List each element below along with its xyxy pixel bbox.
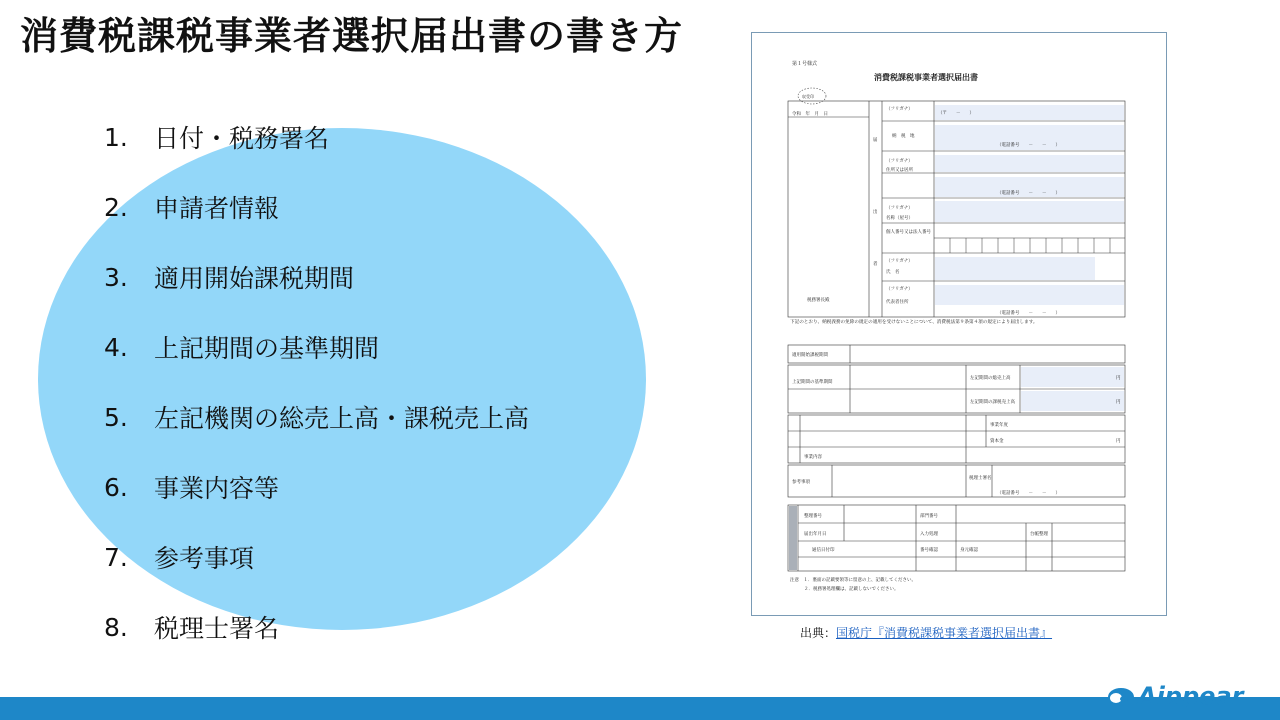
step-label: 申請者情報 — [154, 194, 280, 223]
representative-label: 代表者住所 — [886, 300, 909, 305]
number-boxes — [934, 238, 1125, 253]
office-field: 入力処理 — [920, 532, 938, 537]
base-period-label: 上記期間の基準期間 — [792, 380, 833, 385]
residence-label: 住所又は居所 — [886, 168, 913, 173]
form-note: ２．税務署処理欄は、記載しないでください。 — [804, 587, 899, 592]
postal-code: （〒 － ） — [938, 111, 974, 116]
business-year-label: 事業年度 — [990, 423, 1008, 428]
list-item — [104, 452, 529, 522]
address-label: 納 税 地 — [892, 134, 915, 139]
reference-label: 参考事項 — [792, 480, 810, 485]
person-name-label: 氏 名 — [886, 270, 900, 275]
capital-label: 資本金 — [990, 439, 1004, 444]
step-label: 左記機関の総売上高・課税売上高 — [154, 404, 530, 433]
furigana-label: （フリガナ） — [886, 206, 913, 211]
step-label: 税理士署名 — [154, 614, 280, 643]
base-taxable-label: 左記期間の課税売上高 — [970, 400, 1015, 405]
office-field: 台帳整理 — [1030, 532, 1048, 537]
brand-logo — [1104, 682, 1243, 710]
side-label: 届 — [873, 138, 878, 143]
cloud-logo-icon — [1104, 684, 1136, 708]
side-label: 者 — [873, 262, 878, 267]
step-number: 2. — [104, 192, 128, 222]
statement-box — [790, 319, 1120, 343]
list-item — [104, 102, 529, 172]
footer-bar — [0, 697, 1280, 720]
office-field: 通信日付印 — [812, 548, 835, 553]
office-block — [788, 505, 1125, 571]
office-field: 身元確認 — [960, 548, 978, 553]
step-number: 4. — [104, 332, 128, 362]
form-note: 注意 １．裏面の記載要領等に留意の上、記載してください。 — [790, 578, 916, 583]
furigana-label: （フリガナ） — [886, 159, 913, 164]
list-item — [104, 382, 529, 452]
logo-text: Aippear — [1138, 682, 1244, 710]
source-citation — [800, 624, 1052, 641]
period-label: 適用開始課税期間 — [792, 353, 828, 358]
step-number: 8. — [104, 612, 128, 642]
statement-text: 下記のとおり、納税義務の免除の規定の適用を受けないことについて、消費税法第９条第４項の規定により届出します。 — [790, 320, 1038, 325]
step-label: 日付・税務署名 — [154, 124, 330, 153]
yen-unit: 円 — [1116, 376, 1121, 381]
source-prefix: 出典： — [800, 626, 837, 640]
office-field: 届出年月日 — [804, 532, 827, 537]
office-side-bar — [789, 506, 797, 570]
form-number: 第１号様式 — [792, 61, 818, 67]
tax-form-svg — [752, 33, 1166, 615]
list-item — [104, 172, 529, 242]
office-field: 番号確認 — [920, 548, 938, 553]
name-label: 名称（屋号） — [886, 216, 913, 221]
base-total-label: 左記期間の総売上高 — [970, 376, 1011, 381]
side-label: 出 — [873, 210, 878, 215]
page-title: 消費税課税事業者選択届出書の書き方 — [20, 14, 684, 58]
form-image — [751, 32, 1167, 616]
steps-list — [104, 102, 529, 662]
stamp-label: 収受印 — [802, 94, 814, 99]
step-label: 参考事項 — [154, 544, 255, 573]
office-line: 税務署長殿 — [807, 298, 830, 303]
phone-label: （電話番号 － － ） — [997, 143, 1060, 148]
yen-unit: 円 — [1116, 400, 1121, 405]
furigana-label: （フリガナ） — [886, 107, 913, 112]
office-field: 整理番号 — [804, 514, 822, 519]
step-label: 適用開始課税期間 — [154, 264, 355, 293]
office-field: 部門番号 — [920, 514, 938, 519]
date-line: 令和 年 月 日 — [792, 112, 828, 117]
step-number: 3. — [104, 262, 128, 292]
step-number: 1. — [104, 122, 128, 152]
list-item — [104, 242, 529, 312]
input-shading — [935, 105, 1124, 305]
step-number: 5. — [104, 402, 128, 432]
yen-unit: 円 — [1116, 439, 1121, 444]
furigana-label: （フリガナ） — [886, 259, 913, 264]
business-block — [788, 415, 1125, 497]
list-item — [104, 522, 529, 592]
number-label: 個人番号又は法人番号 — [886, 230, 931, 235]
list-item — [104, 592, 529, 662]
furigana-label: （フリガナ） — [886, 287, 913, 292]
business-content-label: 事業内容 — [804, 455, 822, 460]
source-link[interactable]: 国税庁『消費税課税事業者選択届出書』 — [836, 626, 1053, 640]
step-label: 上記期間の基準期間 — [154, 334, 380, 363]
list-item — [104, 312, 529, 382]
phone-label: （電話番号 － － ） — [997, 191, 1060, 196]
tax-accountant-label: 税理士署名 — [969, 476, 992, 481]
phone-label: （電話番号 － － ） — [997, 491, 1060, 496]
step-number: 7. — [104, 542, 128, 572]
phone-label: （電話番号 － － ） — [997, 311, 1060, 316]
step-label: 事業内容等 — [154, 474, 280, 503]
step-number: 6. — [104, 472, 128, 502]
form-heading: 消費税課税事業者選択届出書 — [874, 73, 978, 82]
